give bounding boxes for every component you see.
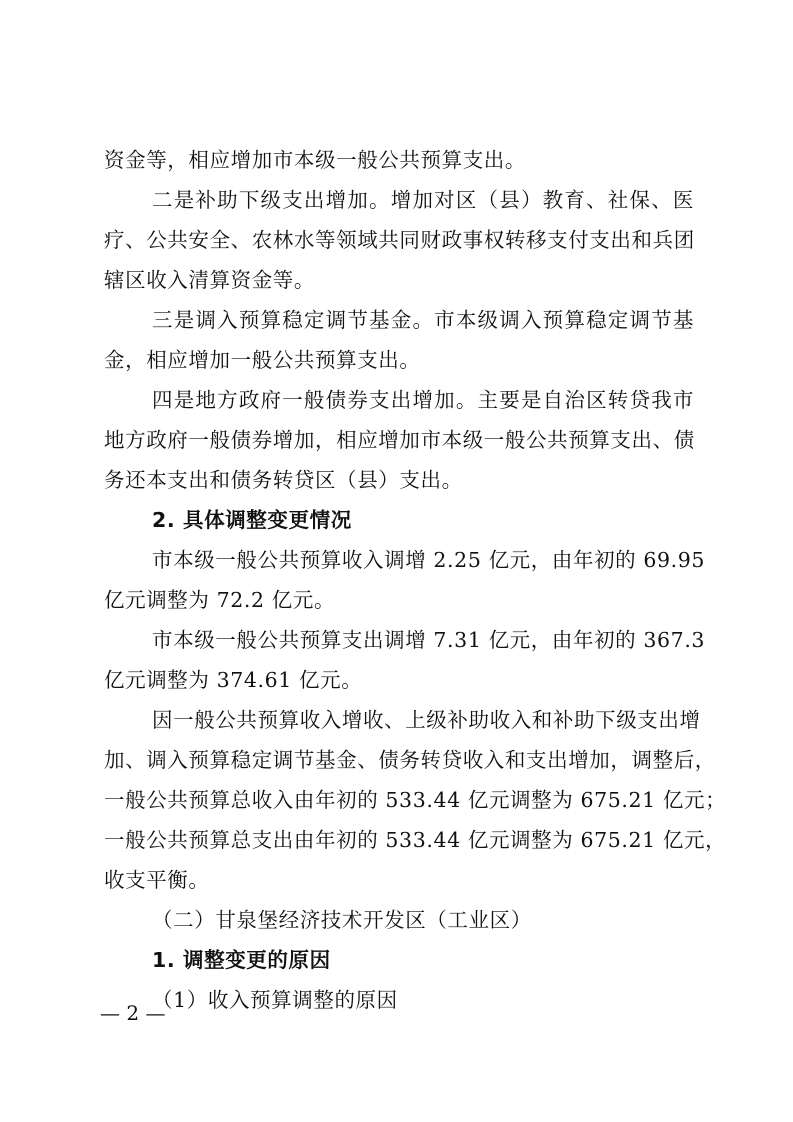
paragraph-line: 收支平衡。 — [104, 868, 210, 892]
paragraph-line: 务还本支出和债务转贷区（县）支出。 — [104, 468, 463, 492]
subsection-heading: （1）收入预算调整的原因 — [152, 988, 398, 1012]
paragraph-line: 金，相应增加一般公共预算支出。 — [104, 348, 421, 372]
paragraph-line: 市本级一般公共预算收入调增 2.25 亿元，由年初的 69.95 — [152, 548, 706, 572]
paragraph-line: 亿元调整为 72.2 亿元。 — [104, 588, 336, 612]
section-heading: 1. 调整变更的原因 — [152, 948, 331, 972]
section-heading: 2. 具体调整变更情况 — [152, 508, 352, 532]
paragraph-line: 四是地方政府一般债券支出增加。主要是自治区转贷我市 — [152, 388, 694, 412]
paragraph-line: 辖区收入清算资金等。 — [104, 268, 315, 292]
paragraph-line: 资金等，相应增加市本级一般公共预算支出。 — [104, 148, 526, 172]
paragraph-line: 一般公共预算总支出由年初的 533.44 亿元调整为 675.21 亿元， — [104, 828, 727, 852]
paragraph-line: 市本级一般公共预算支出调增 7.31 亿元，由年初的 367.3 — [152, 628, 706, 652]
paragraph-line: 一般公共预算总收入由年初的 533.44 亿元调整为 675.21 亿元； — [104, 788, 727, 812]
paragraph-line: 因一般公共预算收入增收、上级补助收入和补助下级支出增 — [152, 708, 701, 732]
paragraph-line: 三是调入预算稳定调节基金。市本级调入预算稳定调节基 — [152, 308, 694, 332]
paragraph-line: 疗、公共安全、农林水等领域共同财政事权转移支付支出和兵团 — [104, 228, 695, 252]
paragraph-line: 地方政府一般债券增加，相应增加市本级一般公共预算支出、债 — [104, 428, 695, 452]
page-number: — 2 — — [100, 1001, 166, 1025]
paragraph-line: 二是补助下级支出增加。增加对区（县）教育、社保、医 — [152, 188, 694, 212]
paragraph-line: 亿元调整为 374.61 亿元。 — [104, 668, 363, 692]
paragraph-line: 加、调入预算稳定调节基金、债务转贷收入和支出增加，调整后， — [104, 748, 716, 772]
section-heading: （二）甘泉堡经济技术开发区（工业区） — [152, 908, 532, 932]
